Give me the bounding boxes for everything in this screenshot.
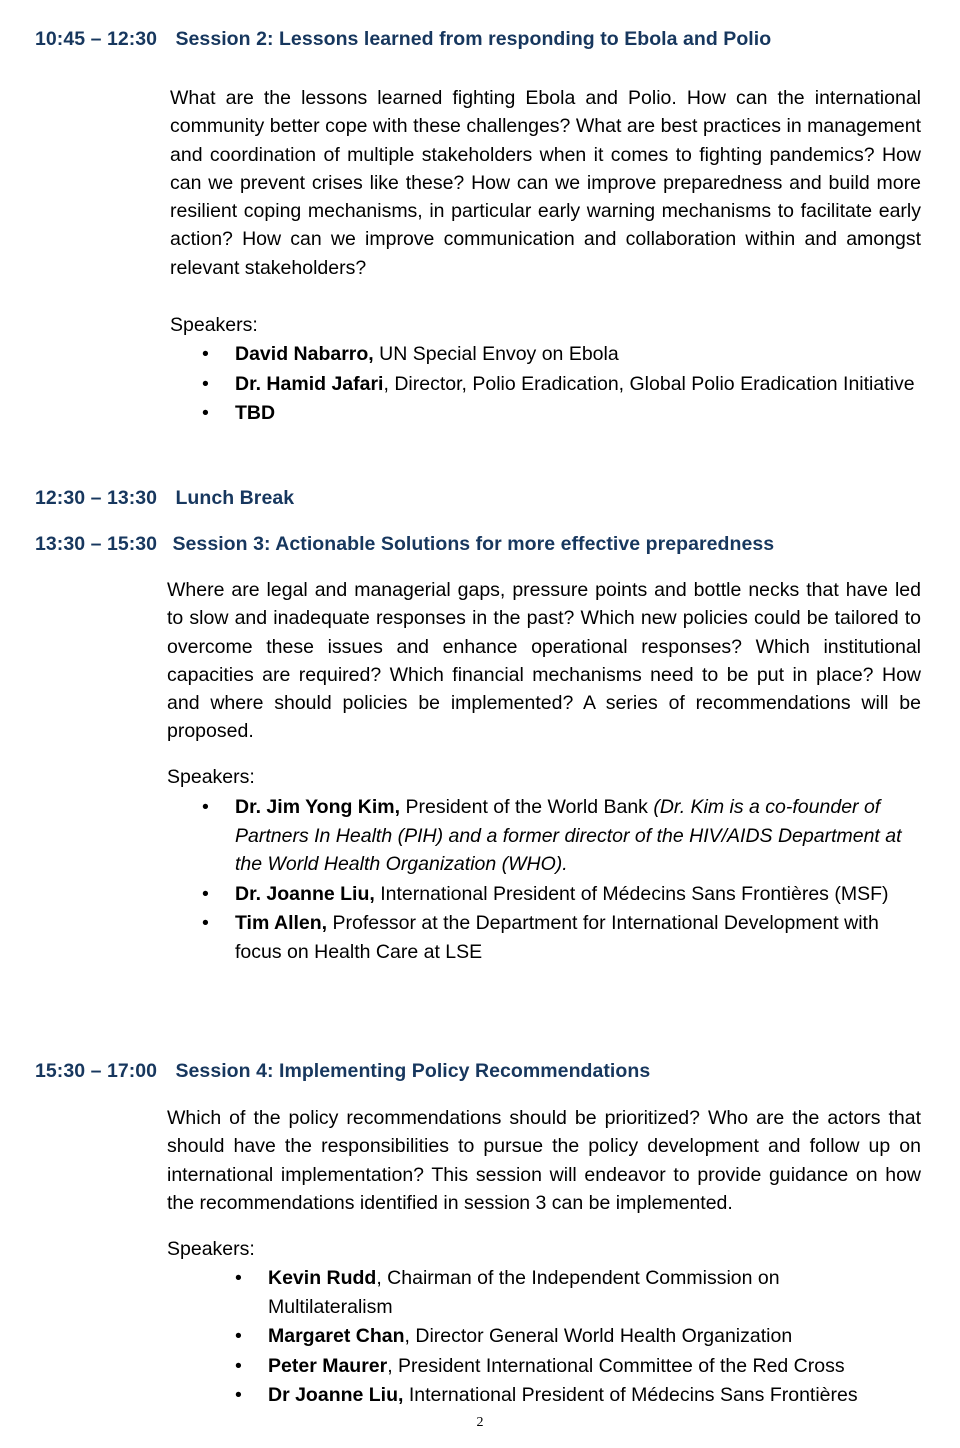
- lunch-time: 12:30 – 13:30: [35, 487, 158, 509]
- speaker-name: Peter Maurer: [268, 1354, 388, 1377]
- speaker-role: , Director, Polio Eradication, Global Polio Eradication Initiative: [383, 372, 915, 395]
- speaker-name: Dr Joanne Liu,: [268, 1384, 404, 1407]
- session-3-speaker-list: [202, 793, 923, 968]
- bullet-icon: •: [202, 343, 209, 365]
- bullet-icon: •: [235, 1354, 242, 1377]
- session-2-speaker-list: [202, 340, 915, 429]
- speaker-note: (Dr. Kim is a co-founder of Partners In Health (PIH) and a former director of the HIV/AIDS Department at the World Health Organization (WHO).: [235, 796, 902, 876]
- speaker-item: [202, 340, 915, 369]
- speaker-item: [235, 1381, 908, 1410]
- session-4-speaker-list: [235, 1264, 908, 1411]
- speaker-name: Dr. Jim Yong Kim,: [235, 796, 401, 818]
- session-4-heading: [35, 1060, 650, 1083]
- session-3-title: Session 3: Actionable Solutions for more effective preparedness: [172, 533, 775, 555]
- session-4-title: Session 4: Implementing Policy Recommendations: [175, 1060, 651, 1082]
- speaker-role: International President of Médecins Sans Frontières (MSF): [374, 882, 889, 905]
- session-4-time: 15:30 – 17:00: [35, 1060, 158, 1082]
- session-2-heading: [35, 28, 771, 51]
- session-2-time: 10:45 – 12:30: [35, 28, 158, 50]
- speaker-item: [202, 399, 915, 428]
- bullet-icon: •: [202, 882, 209, 905]
- session-3-description: Where are legal and managerial gaps, pressure points and bottle necks that have led to slow and inadequate responses in the past? Which new policies could be tailored to overcome these issues and enhance operational responses? Which institutional capacities are required? Which financial mechanisms need to be put in place? How and where should policies be implemented? A series of recommendations will be proposed.: [167, 579, 921, 743]
- bullet-icon: •: [202, 402, 209, 425]
- speaker-item: [202, 793, 923, 879]
- speaker-name: Margaret Chan: [268, 1325, 405, 1348]
- speaker-role: , President International Committee of the Red Cross: [387, 1354, 845, 1377]
- bullet-icon: •: [202, 372, 209, 395]
- session-4-description: Which of the policy recommendations should be prioritized? Who are the actors that should have the responsibilities to pursue the policy development and follow up on international implementation? This session will endeavor to provide guidance on how the recommendations identified in session 3 can be implemented.: [167, 1107, 921, 1214]
- speaker-item: [235, 1352, 908, 1381]
- speaker-name: David Nabarro,: [235, 343, 374, 365]
- bullet-icon: •: [202, 912, 209, 935]
- speaker-name: TBD: [235, 402, 276, 425]
- speaker-name: Kevin Rudd: [268, 1267, 377, 1289]
- bullet-icon: •: [202, 796, 209, 818]
- speaker-name: Dr. Hamid Jafari: [235, 372, 384, 395]
- speaker-role: , Chairman of the Independent Commission on Multilateralism: [268, 1267, 780, 1318]
- session-3-speakers-label: Speakers:: [167, 766, 255, 788]
- bullet-icon: •: [235, 1325, 242, 1348]
- speaker-item: [202, 370, 915, 399]
- speaker-name: Dr. Joanne Liu,: [235, 882, 375, 905]
- speaker-item: [235, 1322, 908, 1351]
- speaker-role: Professor at the Department for International Development with focus on Health Care at LSE: [235, 912, 879, 963]
- lunch-title: Lunch Break: [175, 487, 295, 509]
- bullet-icon: •: [235, 1384, 242, 1407]
- session-2-description: What are the lessons learned fighting Ebola and Polio. How can the international community better cope with these challenges? What are best practices in management and coordination of multiple stakeholders when it comes to fighting pandemics? How can we prevent crises like these? How can we improve preparedness and build more resilient coping mechanisms, in particular early warning mechanisms to facilitate early action? How can we improve communication and collaboration within and amongst relevant stakeholders?: [170, 87, 921, 279]
- speaker-role: UN Special Envoy on Ebola: [373, 343, 619, 365]
- page-number: 2: [476, 1415, 484, 1430]
- session-3-time: 13:30 – 15:30: [35, 533, 158, 555]
- session-2-title: Session 2: Lessons learned from responding to Ebola and Polio: [175, 28, 772, 50]
- session-2-speakers-label: Speakers:: [170, 314, 258, 336]
- speaker-role: President of the World Bank: [400, 796, 654, 818]
- speaker-role: , Director General World Health Organization: [404, 1325, 793, 1348]
- bullet-icon: •: [235, 1267, 242, 1289]
- speaker-item: [202, 880, 923, 909]
- speaker-role: International President of Médecins Sans Frontières: [403, 1384, 858, 1407]
- session-3-heading: [35, 533, 774, 556]
- speaker-name: Tim Allen,: [235, 912, 328, 935]
- speaker-item: [235, 1264, 908, 1321]
- speaker-item: [202, 909, 923, 966]
- session-4-speakers-label: Speakers:: [167, 1238, 255, 1260]
- lunch-heading: [35, 487, 294, 510]
